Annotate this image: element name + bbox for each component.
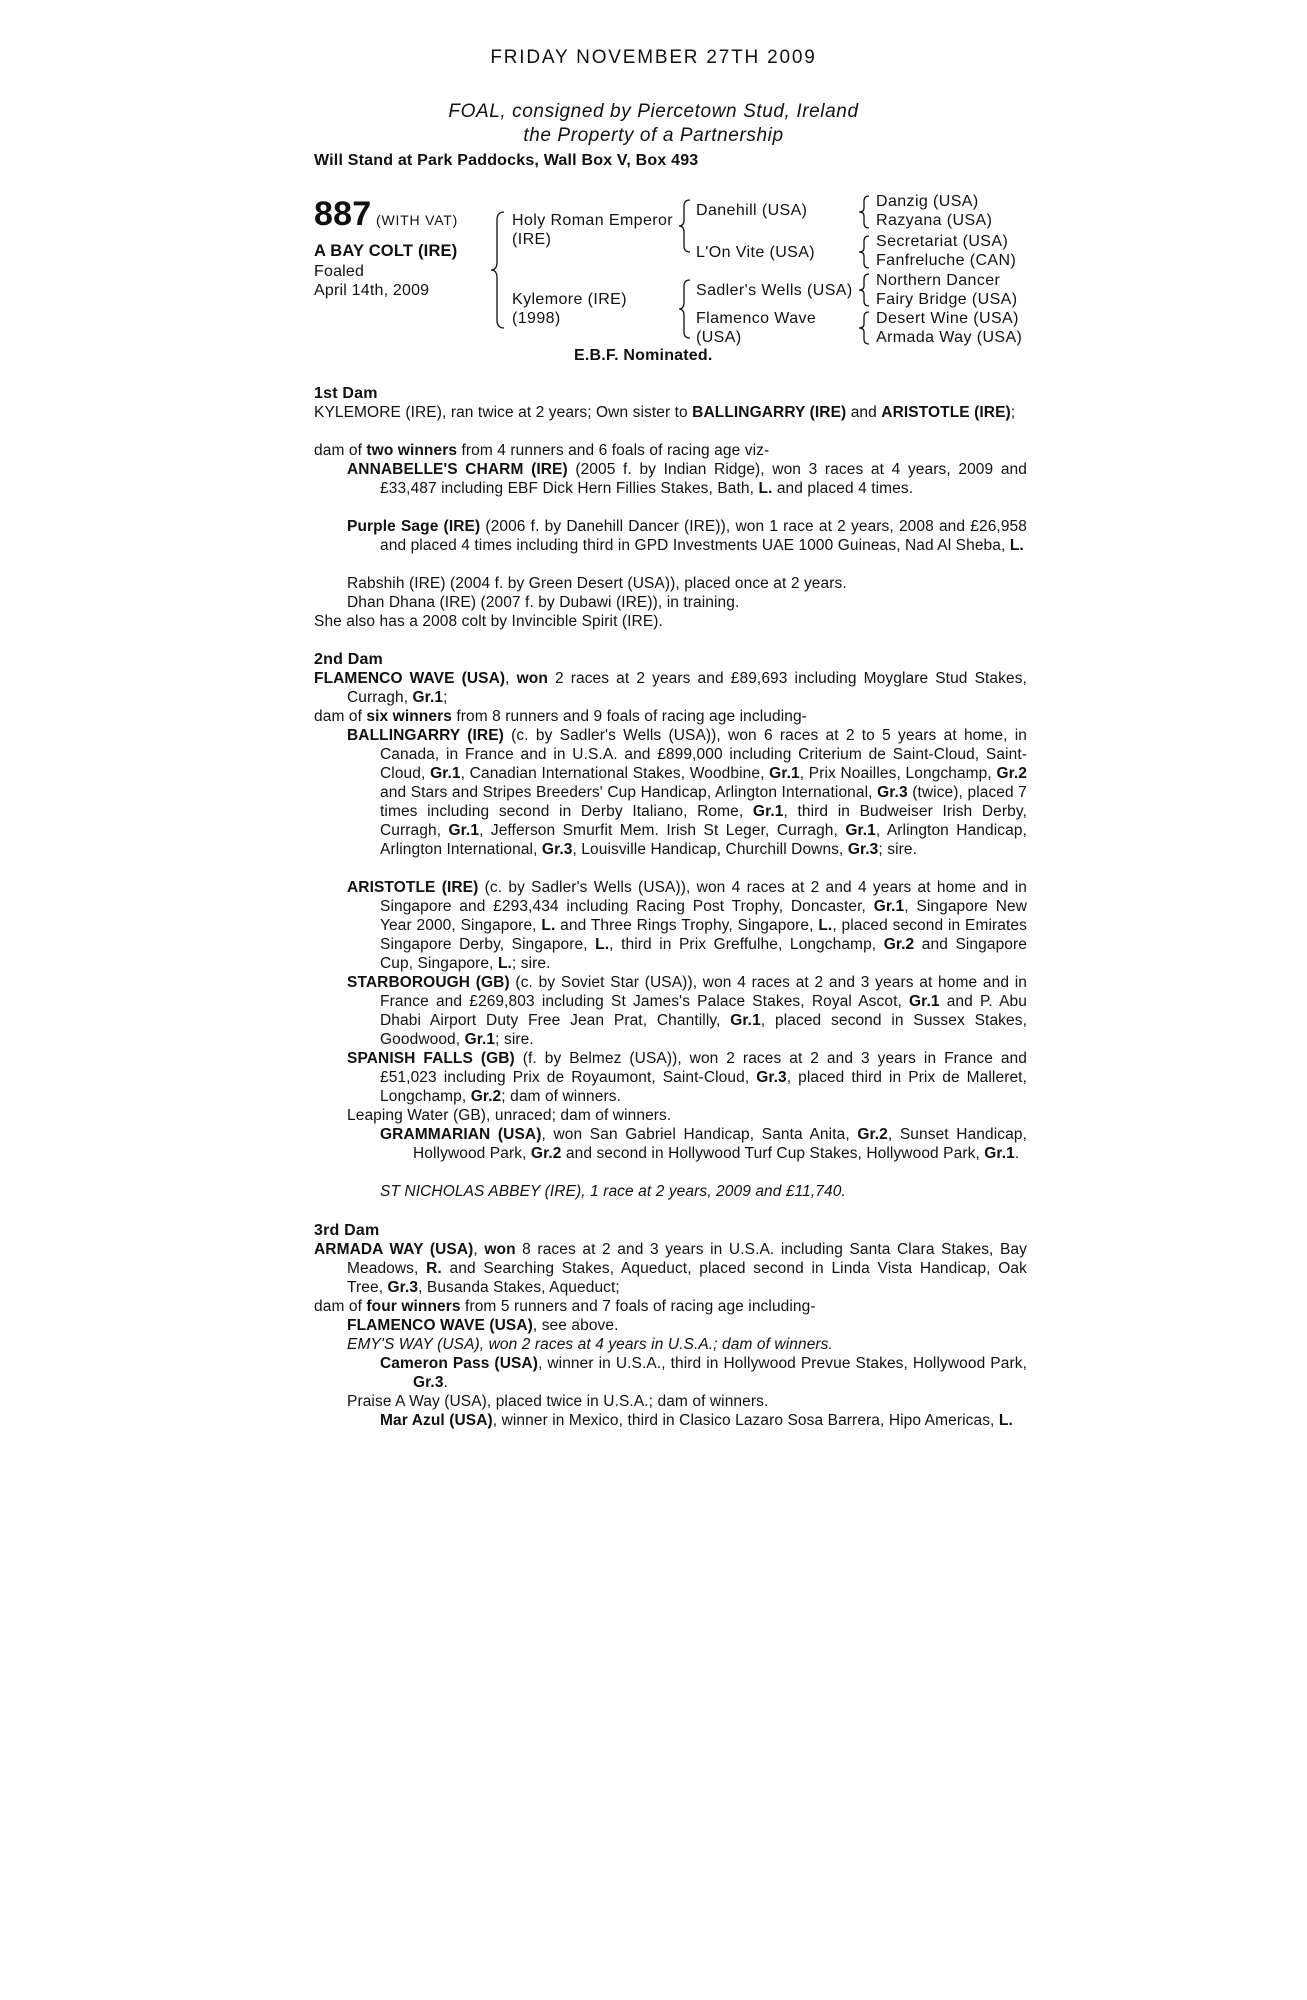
brace-danehill xyxy=(858,194,872,230)
lot-number: 887 xyxy=(314,195,372,233)
third-dam-p5: Cameron Pass (USA), winner in U.S.A., third in Hollywood Prevue Stakes, Hollywood Park, Gr.3. xyxy=(380,1355,1027,1391)
ebf-nominated: E.B.F. Nominated. xyxy=(574,347,713,364)
lot-heading xyxy=(314,196,458,232)
sire-country: (IRE) xyxy=(512,231,552,248)
first-dam-p4: Purple Sage (IRE) (2006 f. by Danehill Dancer (IRE)), won 1 race at 2 years, 2008 and £26,958 and placed 4 times including third in GPD Investments UAE 1000 Guineas, Nad Al Sheba, L. xyxy=(347,518,1027,554)
brace-lonvite xyxy=(858,234,872,270)
dam-name: Kylemore (IRE) xyxy=(512,291,627,308)
third-dam-p3: FLAMENCO WAVE (USA), see above. xyxy=(347,1317,619,1334)
sire-name: Holy Roman Emperor xyxy=(512,212,674,229)
dam-year: (1998) xyxy=(512,310,561,327)
second-dam-p5: STARBOROUGH (GB) (c. by Soviet Star (USA)), won 4 races at 2 and 3 years at home and in France and £269,803 including St James's Palace Stakes, Royal Ascot, Gr.1 and P. Abu Dhabi Airport Duty Free Jean Prat, Chantilly, Gr.1, placed second in Sussex Stakes, Goodwood, Gr.1; sire. xyxy=(347,974,1028,1048)
second-dam-p2: dam of six winners from 8 runners and 9 foals of racing age including- xyxy=(314,708,807,725)
brace-flamenco xyxy=(858,310,872,346)
pedigree-brace-main xyxy=(490,210,510,330)
stand-line: Will Stand at Park Paddocks, Wall Box V, Box 493 xyxy=(314,152,699,169)
property-line: the Property of a Partnership xyxy=(523,125,784,146)
lot-title: A BAY COLT (IRE) xyxy=(314,242,458,260)
pedigree-brace-dam xyxy=(678,278,694,340)
gen3-3: Secretariat (USA) xyxy=(876,233,1009,250)
second-dam-p8: GRAMMARIAN (USA), won San Gabriel Handicap, Santa Anita, Gr.2, Sunset Handicap, Hollywood Park, Gr.2 and second in Hollywood Turf Cup Stakes, Hollywood Park, Gr.1. xyxy=(380,1126,1027,1162)
third-dam-p4: EMY'S WAY (USA), won 2 races at 4 years in U.S.A.; dam of winners. xyxy=(347,1336,833,1353)
second-dam-p7: Leaping Water (GB), unraced; dam of winners. xyxy=(347,1107,672,1124)
third-dam-p1: ARMADA WAY (USA), won 8 races at 2 and 3 years in U.S.A. including Santa Clara Stakes, Bay Meadows, R. and Searching Stakes, Aqueduct, placed second in Linda Vista Handicap, Oak Tree, Gr.3, Busanda Stakes, Aqueduct; xyxy=(314,1241,1027,1296)
first-dam-p1: KYLEMORE (IRE), ran twice at 2 years; Own sister to BALLINGARRY (IRE) and ARISTOTLE (IRE); xyxy=(314,404,1016,421)
gen3-4: Fanfreluche (CAN) xyxy=(876,252,1017,269)
sire-sire: Danehill (USA) xyxy=(696,202,808,219)
gen3-2: Razyana (USA) xyxy=(876,212,993,229)
first-dam-heading: 1st Dam xyxy=(314,385,378,402)
dam-dam-country: (USA) xyxy=(696,329,742,346)
second-dam-p4: ARISTOTLE (IRE) (c. by Sadler's Wells (USA)), won 4 races at 2 and 4 years at home and in Singapore and £293,434 including Racing Post Trophy, Doncaster, Gr.1, Singapore New Year 2000, Singapore, L. and Three Rings Trophy, Singapore, L., placed second in Emirates Singapore Derby, Singapore, L., third in Prix Greffulhe, Longchamp, Gr.2 and Singapore Cup, Singapore, L.; sire. xyxy=(347,879,1028,972)
gen3-8: Armada Way (USA) xyxy=(876,329,1023,346)
first-dam-p3: ANNABELLE'S CHARM (IRE) (2005 f. by Indian Ridge), won 3 races at 4 years, 2009 and £33,487 including EBF Dick Hern Fillies Stakes, Bath, L. and placed 4 times. xyxy=(347,461,1027,497)
first-dam-p2: dam of two winners from 4 runners and 6 foals of racing age viz- xyxy=(314,442,770,459)
second-dam-p3: BALLINGARRY (IRE) (c. by Sadler's Wells (USA)), won 6 races at 2 to 5 years at home, in Canada, in France and in U.S.A. and £899,000 including Criterium de Saint-Cloud, Saint-Cloud, Gr.1, Canadian International Stakes, Woodbine, Gr.1, Prix Noailles, Longchamp, Gr.2 and Stars and Stripes Breeders' Cup Handicap, Arlington International, Gr.3 (twice), placed 7 times including second in Derby Italiano, Rome, Gr.1, third in Budweiser Irish Derby, Curragh, Gr.1, Jefferson Smurfit Mem. Irish St Leger, Curragh, Gr.1, Arlington Handicap, Arlington International, Gr.3, Louisville Handicap, Churchill Downs, Gr.3; sire. xyxy=(347,727,1028,858)
second-dam-p9: ST NICHOLAS ABBEY (IRE), 1 race at 2 years, 2009 and £11,740. xyxy=(380,1183,846,1200)
second-dam-p1: FLAMENCO WAVE (USA), won 2 races at 2 years and £89,693 including Moyglare Stud Stakes, Curragh, Gr.1; xyxy=(314,670,1027,706)
first-dam-p6: Dhan Dhana (IRE) (2007 f. by Dubawi (IRE)), in training. xyxy=(347,594,740,611)
brace-sadlers xyxy=(858,272,872,308)
first-dam-p5: Rabshih (IRE) (2004 f. by Green Desert (USA)), placed once at 2 years. xyxy=(347,575,847,592)
foaled-label: Foaled xyxy=(314,263,365,280)
gen3-7: Desert Wine (USA) xyxy=(876,310,1019,327)
dam-dam: Flamenco Wave xyxy=(696,310,817,327)
third-dam-p2: dam of four winners from 5 runners and 7 foals of racing age including- xyxy=(314,1298,816,1315)
third-dam-p6: Praise A Way (USA), placed twice in U.S.A.; dam of winners. xyxy=(347,1393,769,1410)
sire-dam: L'On Vite (USA) xyxy=(696,244,816,261)
third-dam-heading: 3rd Dam xyxy=(314,1222,380,1239)
gen3-1: Danzig (USA) xyxy=(876,193,979,210)
second-dam-heading: 2nd Dam xyxy=(314,651,383,668)
dam-sire: Sadler's Wells (USA) xyxy=(696,282,853,299)
consignor-line: FOAL, consigned by Piercetown Stud, Ireland xyxy=(448,101,859,122)
pedigree-brace-sire xyxy=(678,198,694,254)
vat-note: (WITH VAT) xyxy=(375,212,459,228)
first-dam-p7: She also has a 2008 colt by Invincible Spirit (IRE). xyxy=(314,613,663,630)
gen3-6: Fairy Bridge (USA) xyxy=(876,291,1018,308)
second-dam-p6: SPANISH FALLS (GB) (f. by Belmez (USA)), won 2 races at 2 and 3 years in France and £51,023 including Prix de Royaumont, Saint-Cloud, Gr.3, placed third in Prix de Malleret, Longchamp, Gr.2; dam of winners. xyxy=(347,1050,1027,1105)
sale-date: FRIDAY NOVEMBER 27TH 2009 xyxy=(490,47,817,68)
gen3-5: Northern Dancer xyxy=(876,272,1001,289)
third-dam-p7: Mar Azul (USA), winner in Mexico, third in Clasico Lazaro Sosa Barrera, Hipo Americas, L. xyxy=(380,1412,1013,1429)
foaled-date: April 14th, 2009 xyxy=(314,282,430,299)
